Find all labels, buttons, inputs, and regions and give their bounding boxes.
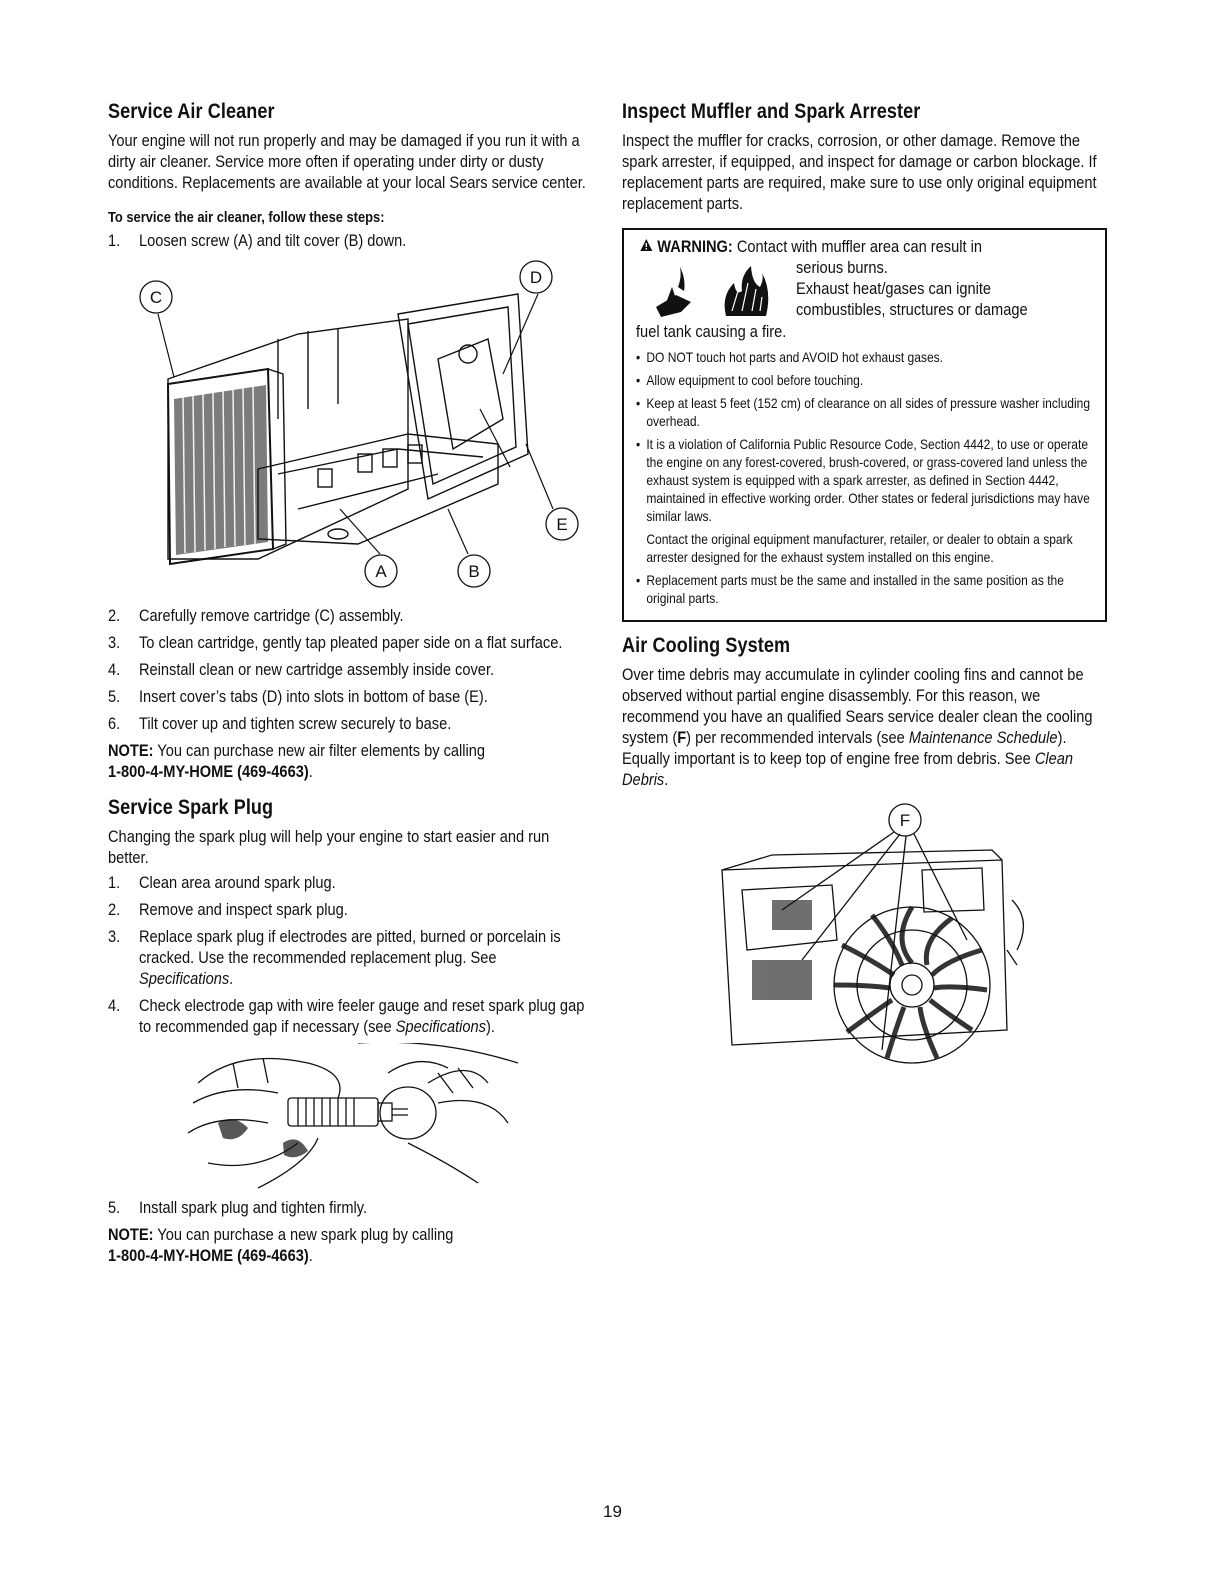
page-number: 19 xyxy=(603,1502,622,1521)
warning-line-4: combustibles, structures or damage xyxy=(796,300,1028,319)
spark-plug-illustration xyxy=(108,1043,593,1193)
muffler-title: Inspect Muffler and Spark Arrester xyxy=(622,100,921,123)
step-number: 4. xyxy=(108,660,121,679)
warning-bullet-text: It is a violation of California Public Resource Code, Section 4442, to use or operate the engine on any forest-covered, brush-covered, or grass-covered land unless the exhaust system is equipped with a spark arrester, as defined in Section 4442, maintained in effective working order. Other states or federal jurisdictions may have similar laws. xyxy=(646,436,1090,524)
step-number: 5. xyxy=(108,1198,121,1217)
step-number: 2. xyxy=(108,606,121,625)
engine-illustration xyxy=(622,800,1107,1070)
air-cleaner-diagram xyxy=(108,259,593,599)
step-number: 1. xyxy=(108,873,121,892)
warning-bullet: • Replacement parts must be the same and installed in the same position as the original parts. xyxy=(636,572,1064,606)
step-text-italic: Specifications xyxy=(138,969,230,988)
warning-line-3: Exhaust heat/gases can ignite xyxy=(796,279,992,298)
step-number: 4. xyxy=(108,996,121,1015)
warning-sub-text: Contact the original equipment manufacturer, retailer, or dealer to obtain a spark arrester designed for the exhaust system installed on this engine. xyxy=(646,531,1073,565)
callout-c: C xyxy=(149,288,163,307)
warning-bullet: • Allow equipment to cool before touching. xyxy=(636,372,864,388)
maintenance-schedule-ref: Maintenance Schedule xyxy=(908,728,1058,747)
clean-debris-ref: Clean Debris xyxy=(622,749,1074,789)
note-label: NOTE: xyxy=(108,741,154,760)
warning-header xyxy=(636,236,1094,257)
body-text: ) per recommended intervals (see xyxy=(686,728,909,747)
callout-a: A xyxy=(375,562,387,581)
spark-plug-step-4 xyxy=(108,995,592,1037)
note-phone: 1-800-4-MY-HOME (469-4663) xyxy=(108,762,309,781)
step-text: Remove and inspect spark plug. xyxy=(138,900,348,919)
warning-bullets xyxy=(636,348,1094,607)
right-column xyxy=(622,100,1107,1070)
warning-line-2: serious burns. xyxy=(796,258,888,277)
step-text: To clean cartridge, gently tap pleated paper side on a flat surface. xyxy=(138,633,563,652)
step-text-italic: Specifications xyxy=(395,1017,486,1036)
body-bold: F xyxy=(677,728,687,747)
warning-bullet: • DO NOT touch hot parts and AVOID hot exhaust gases. xyxy=(636,349,944,365)
warning-bullet: • It is a violation of California Public Resource Code, Section 4442, to use or operate the engine on any forest-covered, brush-covered, or grass-covered land unless the exhaust system is equipped with a spark arrester, as defined in Section 4442, maintained in effective working order. Other states or federal jurisdictions may have similar laws. xyxy=(636,436,1090,524)
air-cleaner-step-3 xyxy=(108,632,592,653)
fire-icon xyxy=(716,261,776,321)
spark-plug-step-3 xyxy=(108,926,592,989)
warning-side-text xyxy=(796,257,1053,320)
air-cleaner-step-1 xyxy=(108,230,592,251)
body-text: ). Equally important is to keep top of engine free from debris. See xyxy=(622,728,1067,768)
warning-bullet: • Keep at least 5 feet (152 cm) of clearance on all sides of pressure washer including overhead. xyxy=(636,395,1091,429)
air-cooling-title: Air Cooling System xyxy=(622,634,791,657)
callout-f: F xyxy=(899,811,911,830)
step-text-main: Replace spark plug if electrodes are pitted, burned or porcelain is cracked. Use the recommended replacement plug. See xyxy=(138,927,561,967)
air-cleaner-steps xyxy=(108,605,593,734)
air-cleaner-title: Service Air Cleaner xyxy=(108,100,275,123)
step-text: Clean area around spark plug. xyxy=(138,873,336,892)
step-number: 2. xyxy=(108,900,121,919)
warning-sub-paragraph xyxy=(636,530,1094,566)
step-number: 1. xyxy=(108,231,121,250)
spark-plug-step-1 xyxy=(108,872,592,893)
air-cleaner-step-6 xyxy=(108,713,592,734)
warning-icons-row xyxy=(636,257,1095,325)
air-cleaner-subhead: To service the air cleaner, follow these steps: xyxy=(108,209,385,226)
air-cooling-body xyxy=(622,664,1106,790)
note-text: You can purchase new air filter elements by calling xyxy=(153,741,486,760)
left-column xyxy=(108,100,593,1266)
air-cleaner-note xyxy=(108,740,592,782)
step-text: Tilt cover up and tighten screw securely to base. xyxy=(138,714,452,733)
warning-bullet-text: DO NOT touch hot parts and AVOID hot exhaust gases. xyxy=(646,349,944,365)
body-text: . xyxy=(664,770,669,789)
step-number: 6. xyxy=(108,714,121,733)
warning-triangle-icon xyxy=(639,236,653,257)
muffler-body: Inspect the muffler for cracks, corrosion, or other damage. Remove the spark arrester, if equipped, and inspect for damage or carbon blockage. If replacement parts are required, make sure to use only original equipment replacement parts. xyxy=(622,131,1097,213)
warning-box xyxy=(622,228,1107,622)
step-text: Loosen screw (A) and tilt cover (B) down. xyxy=(138,231,407,250)
warning-icons xyxy=(636,257,796,325)
callout-b: B xyxy=(468,562,480,581)
spark-plug-step-5 xyxy=(108,1197,592,1218)
note-end: . xyxy=(308,1246,313,1265)
step-text: Reinstall clean or new cartridge assembly inside cover. xyxy=(138,660,495,679)
step-text-main: Check electrode gap with wire feeler gauge and reset spark plug gap to recommended gap if necessary (see xyxy=(138,996,585,1036)
note-label: NOTE: xyxy=(108,1225,154,1244)
warning-line-5: fuel tank causing a fire. xyxy=(636,322,787,341)
engine-cooling-diagram xyxy=(622,800,1107,1070)
spark-plug-step-2 xyxy=(108,899,592,920)
step-text: Carefully remove cartridge (C) assembly. xyxy=(138,606,404,625)
callout-d: D xyxy=(529,268,543,287)
spark-plug-intro: Changing the spark plug will help your engine to start easier and run better. xyxy=(108,827,550,867)
step-text-after: . xyxy=(229,969,234,988)
step-number: 3. xyxy=(108,927,121,946)
air-cleaner-intro: Your engine will not run properly and may be damaged if you run it with a dirty air cleaner. Service more often if operating under dirty or dusty conditions. Replacements are available at your local Sears service center. xyxy=(108,131,586,192)
warning-bullet-text: Keep at least 5 feet (152 cm) of clearance on all sides of pressure washer including overhead. xyxy=(646,395,1091,429)
callout-e: E xyxy=(556,515,568,534)
warning-line-1: Contact with muffler area can result in xyxy=(732,237,983,256)
step-text: Install spark plug and tighten firmly. xyxy=(138,1198,368,1217)
note-text: You can purchase a new spark plug by calling xyxy=(153,1225,454,1244)
warning-bullet-text: Allow equipment to cool before touching. xyxy=(646,372,864,388)
spark-plug-diagram xyxy=(108,1043,593,1193)
spark-plug-steps xyxy=(108,872,593,1037)
air-cleaner-step-4 xyxy=(108,659,592,680)
spark-plug-note xyxy=(108,1224,592,1266)
warning-label: WARNING: xyxy=(657,237,733,256)
air-cleaner-step-5 xyxy=(108,686,592,707)
step-number: 5. xyxy=(108,687,121,706)
body-text: Over time debris may accumulate in cylinder cooling fins and cannot be observed without partial engine disassembly. For this reason, we recommend you have an qualified Sears service dealer clean the cooling system ( xyxy=(622,665,1093,747)
step-number: 3. xyxy=(108,633,121,652)
note-phone: 1-800-4-MY-HOME (469-4663) xyxy=(108,1246,309,1265)
air-cleaner-step-2 xyxy=(108,605,592,626)
step-text xyxy=(139,926,592,989)
step-text-after: ). xyxy=(485,1017,495,1036)
step-text: Insert cover’s tabs (D) into slots in bottom of base (E). xyxy=(138,687,488,706)
warning-bullet-text: Replacement parts must be the same and installed in the same position as the original parts. xyxy=(646,572,1064,606)
note-end: . xyxy=(308,762,313,781)
air-cleaner-illustration xyxy=(108,259,593,599)
spark-plug-title: Service Spark Plug xyxy=(108,796,274,819)
step-text xyxy=(139,995,592,1037)
